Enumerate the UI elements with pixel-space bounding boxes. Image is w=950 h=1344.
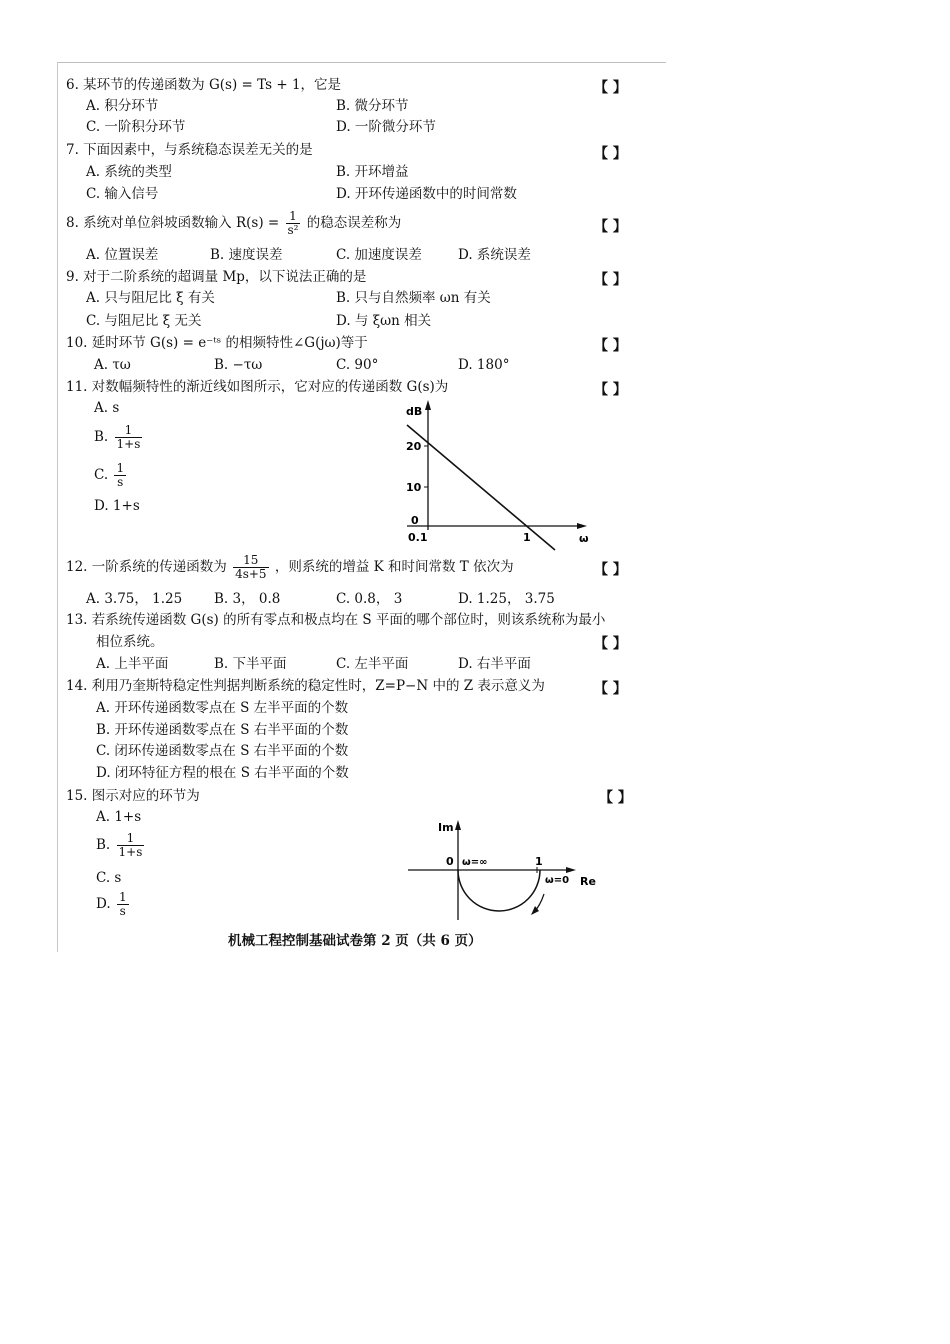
q15-re-arrow	[566, 867, 576, 873]
q15-one-label: 1	[535, 855, 543, 868]
q11-bode-diagram	[395, 398, 605, 553]
q15-semicircle	[458, 870, 540, 911]
q11-c-den: s	[117, 475, 124, 489]
q10-bracket[interactable]: 【 】	[594, 338, 627, 354]
q13-stem-line2: 相位系统。	[96, 634, 164, 650]
q14-bracket[interactable]: 【 】	[594, 681, 627, 697]
q9-option-b: B. 只与自然频率 ωn 有关	[336, 290, 491, 306]
q15-option-b-fraction	[117, 832, 145, 859]
q10-option-a: A. τω	[94, 357, 131, 373]
q8-option-b: B. 速度误差	[210, 247, 283, 263]
q8-option-a: A. 位置误差	[86, 247, 159, 263]
q6-stem: 6. 某环节的传递函数为 G(s) = Ts + 1，它是	[66, 77, 342, 93]
q11-tick-label-0.1: 0.1	[408, 531, 428, 544]
q6-option-c: C. 一阶积分环节	[86, 119, 186, 135]
q10-stem: 10. 延时环节 G(s) = e⁻ᵗˢ 的相频特性∠G(jω)等于	[66, 335, 368, 351]
left-rule	[57, 62, 58, 952]
top-rule	[58, 62, 666, 63]
q12-option-c: C. 0.8， 3	[336, 591, 403, 607]
q11-tick-label-0: 0	[411, 514, 419, 527]
q10-option-c: C. 90°	[336, 357, 379, 373]
q15-option-d-fraction	[117, 891, 129, 918]
q15-im-arrow	[455, 820, 461, 830]
q12-option-b: B. 3， 0.8	[214, 591, 281, 607]
q11-stem: 11. 对数幅频特性的渐近线如图所示，它对应的传递函数 G(s)为	[66, 379, 449, 395]
q15-bracket[interactable]: 【 】	[599, 790, 632, 806]
q11-tick-label-20: 20	[406, 440, 422, 453]
q7-option-b: B. 开环增益	[336, 164, 409, 180]
q12-stem-post: ，则系统的增益 K 和时间常数 T 依次为	[274, 559, 514, 575]
q15-omega-zero-label: ω=0	[545, 875, 570, 886]
q15-d-num: 1	[118, 890, 127, 904]
q7-option-c: C. 输入信号	[86, 186, 159, 202]
q15-option-b-label: B.	[96, 837, 111, 853]
q9-option-c: C. 与阻尼比 ξ 无关	[86, 313, 202, 329]
q11-b-num: 1	[115, 424, 143, 438]
q12-frac-num: 15	[233, 554, 268, 568]
q13-option-b: B. 下半平面	[214, 656, 287, 672]
q15-re-label: Re	[580, 875, 596, 888]
q15-omega-inf-label: ω=∞	[462, 857, 488, 868]
q15-option-c: C. s	[96, 870, 122, 886]
q14-option-a: A. 开环传递函数零点在 S 左半平面的个数	[96, 700, 349, 716]
q8-option-d: D. 系统误差	[458, 247, 531, 263]
q6-bracket[interactable]: 【 】	[594, 80, 627, 96]
q10-option-d: D. 180°	[458, 357, 510, 373]
q7-option-a: A. 系统的类型	[86, 164, 172, 180]
q15-nyquist-diagram	[400, 812, 610, 924]
q11-option-c-fraction	[114, 462, 126, 489]
q11-tick-label-1: 1	[523, 531, 531, 544]
q11-option-c	[94, 462, 128, 489]
q15-option-a: A. 1+s	[96, 809, 142, 825]
q8-bracket[interactable]: 【 】	[594, 219, 627, 235]
q11-option-b-label: B.	[94, 429, 109, 445]
q15-d-den: s	[119, 904, 126, 918]
q13-option-d: D. 右半平面	[458, 656, 531, 672]
q11-c-num: 1	[116, 461, 125, 475]
q11-option-a: A. s	[94, 400, 120, 416]
q11-option-d: D. 1+s	[94, 498, 140, 514]
q11-x-label: ω	[579, 532, 589, 545]
q15-im-label: Im	[438, 821, 454, 834]
q15-b-den: 1+s	[118, 845, 143, 859]
q12-bracket[interactable]: 【 】	[594, 562, 627, 578]
q11-tick-label-10: 10	[406, 481, 422, 494]
q12-frac-den: 4s+5	[235, 567, 267, 581]
q8-stem	[66, 210, 401, 237]
q6-option-d: D. 一阶微分环节	[336, 119, 436, 135]
q14-option-d: D. 闭环特征方程的根在 S 右半平面的个数	[96, 765, 349, 781]
q11-bracket[interactable]: 【 】	[594, 382, 627, 398]
q9-bracket[interactable]: 【 】	[594, 272, 627, 288]
q8-stem-post: 的稳态误差称为	[306, 215, 402, 231]
q8-frac-den: s²	[287, 223, 299, 237]
q12-stem	[66, 554, 514, 581]
q15-option-d	[96, 891, 131, 918]
q14-option-b: B. 开环传递函数零点在 S 右半平面的个数	[96, 722, 349, 738]
q13-option-a: A. 上半平面	[96, 656, 169, 672]
q8-option-c: C. 加速度误差	[336, 247, 422, 263]
q11-x-arrow	[577, 523, 587, 529]
q8-fraction	[286, 210, 301, 237]
q9-stem: 9. 对于二阶系统的超调量 Mp，以下说法正确的是	[66, 269, 367, 285]
q15-b-num: 1	[117, 832, 145, 846]
q15-origin-label: 0	[446, 855, 454, 868]
q11-option-b-fraction	[115, 424, 143, 451]
q13-bracket[interactable]: 【 】	[594, 636, 627, 652]
q7-stem: 7. 下面因素中，与系统稳态误差无关的是	[66, 142, 313, 158]
q12-stem-pre: 12. 一阶系统的传递函数为	[66, 559, 227, 575]
q7-option-d: D. 开环传递函数中的时间常数	[336, 186, 517, 202]
q14-stem: 14. 利用乃奎斯特稳定性判据判断系统的稳定性时，Z=P−N 中的 Z 表示意义为	[66, 678, 545, 694]
q12-option-d: D. 1.25， 3.75	[458, 591, 555, 607]
q6-option-a: A. 积分环节	[86, 98, 159, 114]
q8-frac-num: 1	[286, 210, 301, 224]
q11-option-b	[94, 424, 144, 451]
q12-fraction	[233, 554, 268, 581]
q7-bracket[interactable]: 【 】	[594, 146, 627, 162]
q10-option-b: B. −τω	[214, 357, 263, 373]
q13-stem-line1: 13. 若系统传递函数 G(s) 的所有零点和极点均在 S 平面的哪个部位时，则该系统称为最小	[66, 612, 606, 628]
q15-stem: 15. 图示对应的环节为	[66, 788, 200, 804]
q12-option-a: A. 3.75， 1.25	[86, 591, 183, 607]
q15-option-d-label: D.	[96, 896, 111, 912]
q11-b-den: 1+s	[116, 437, 141, 451]
q9-option-d: D. 与 ξωn 相关	[336, 313, 432, 329]
q9-option-a: A. 只与阻尼比 ξ 有关	[86, 290, 215, 306]
q15-option-b	[96, 832, 146, 859]
q8-stem-pre: 8. 系统对单位斜坡函数输入 R(s) =	[66, 215, 280, 231]
q11-y-arrow	[425, 400, 431, 410]
q11-asymptote-line	[407, 425, 555, 550]
q13-option-c: C. 左半平面	[336, 656, 409, 672]
page-footer: 机械工程控制基础试卷第 2 页（共 6 页）	[228, 933, 482, 949]
q6-option-b: B. 微分环节	[336, 98, 409, 114]
q11-option-c-label: C.	[94, 467, 109, 483]
q11-y-label: dB	[406, 405, 423, 418]
q14-option-c: C. 闭环传递函数零点在 S 右半平面的个数	[96, 743, 349, 759]
